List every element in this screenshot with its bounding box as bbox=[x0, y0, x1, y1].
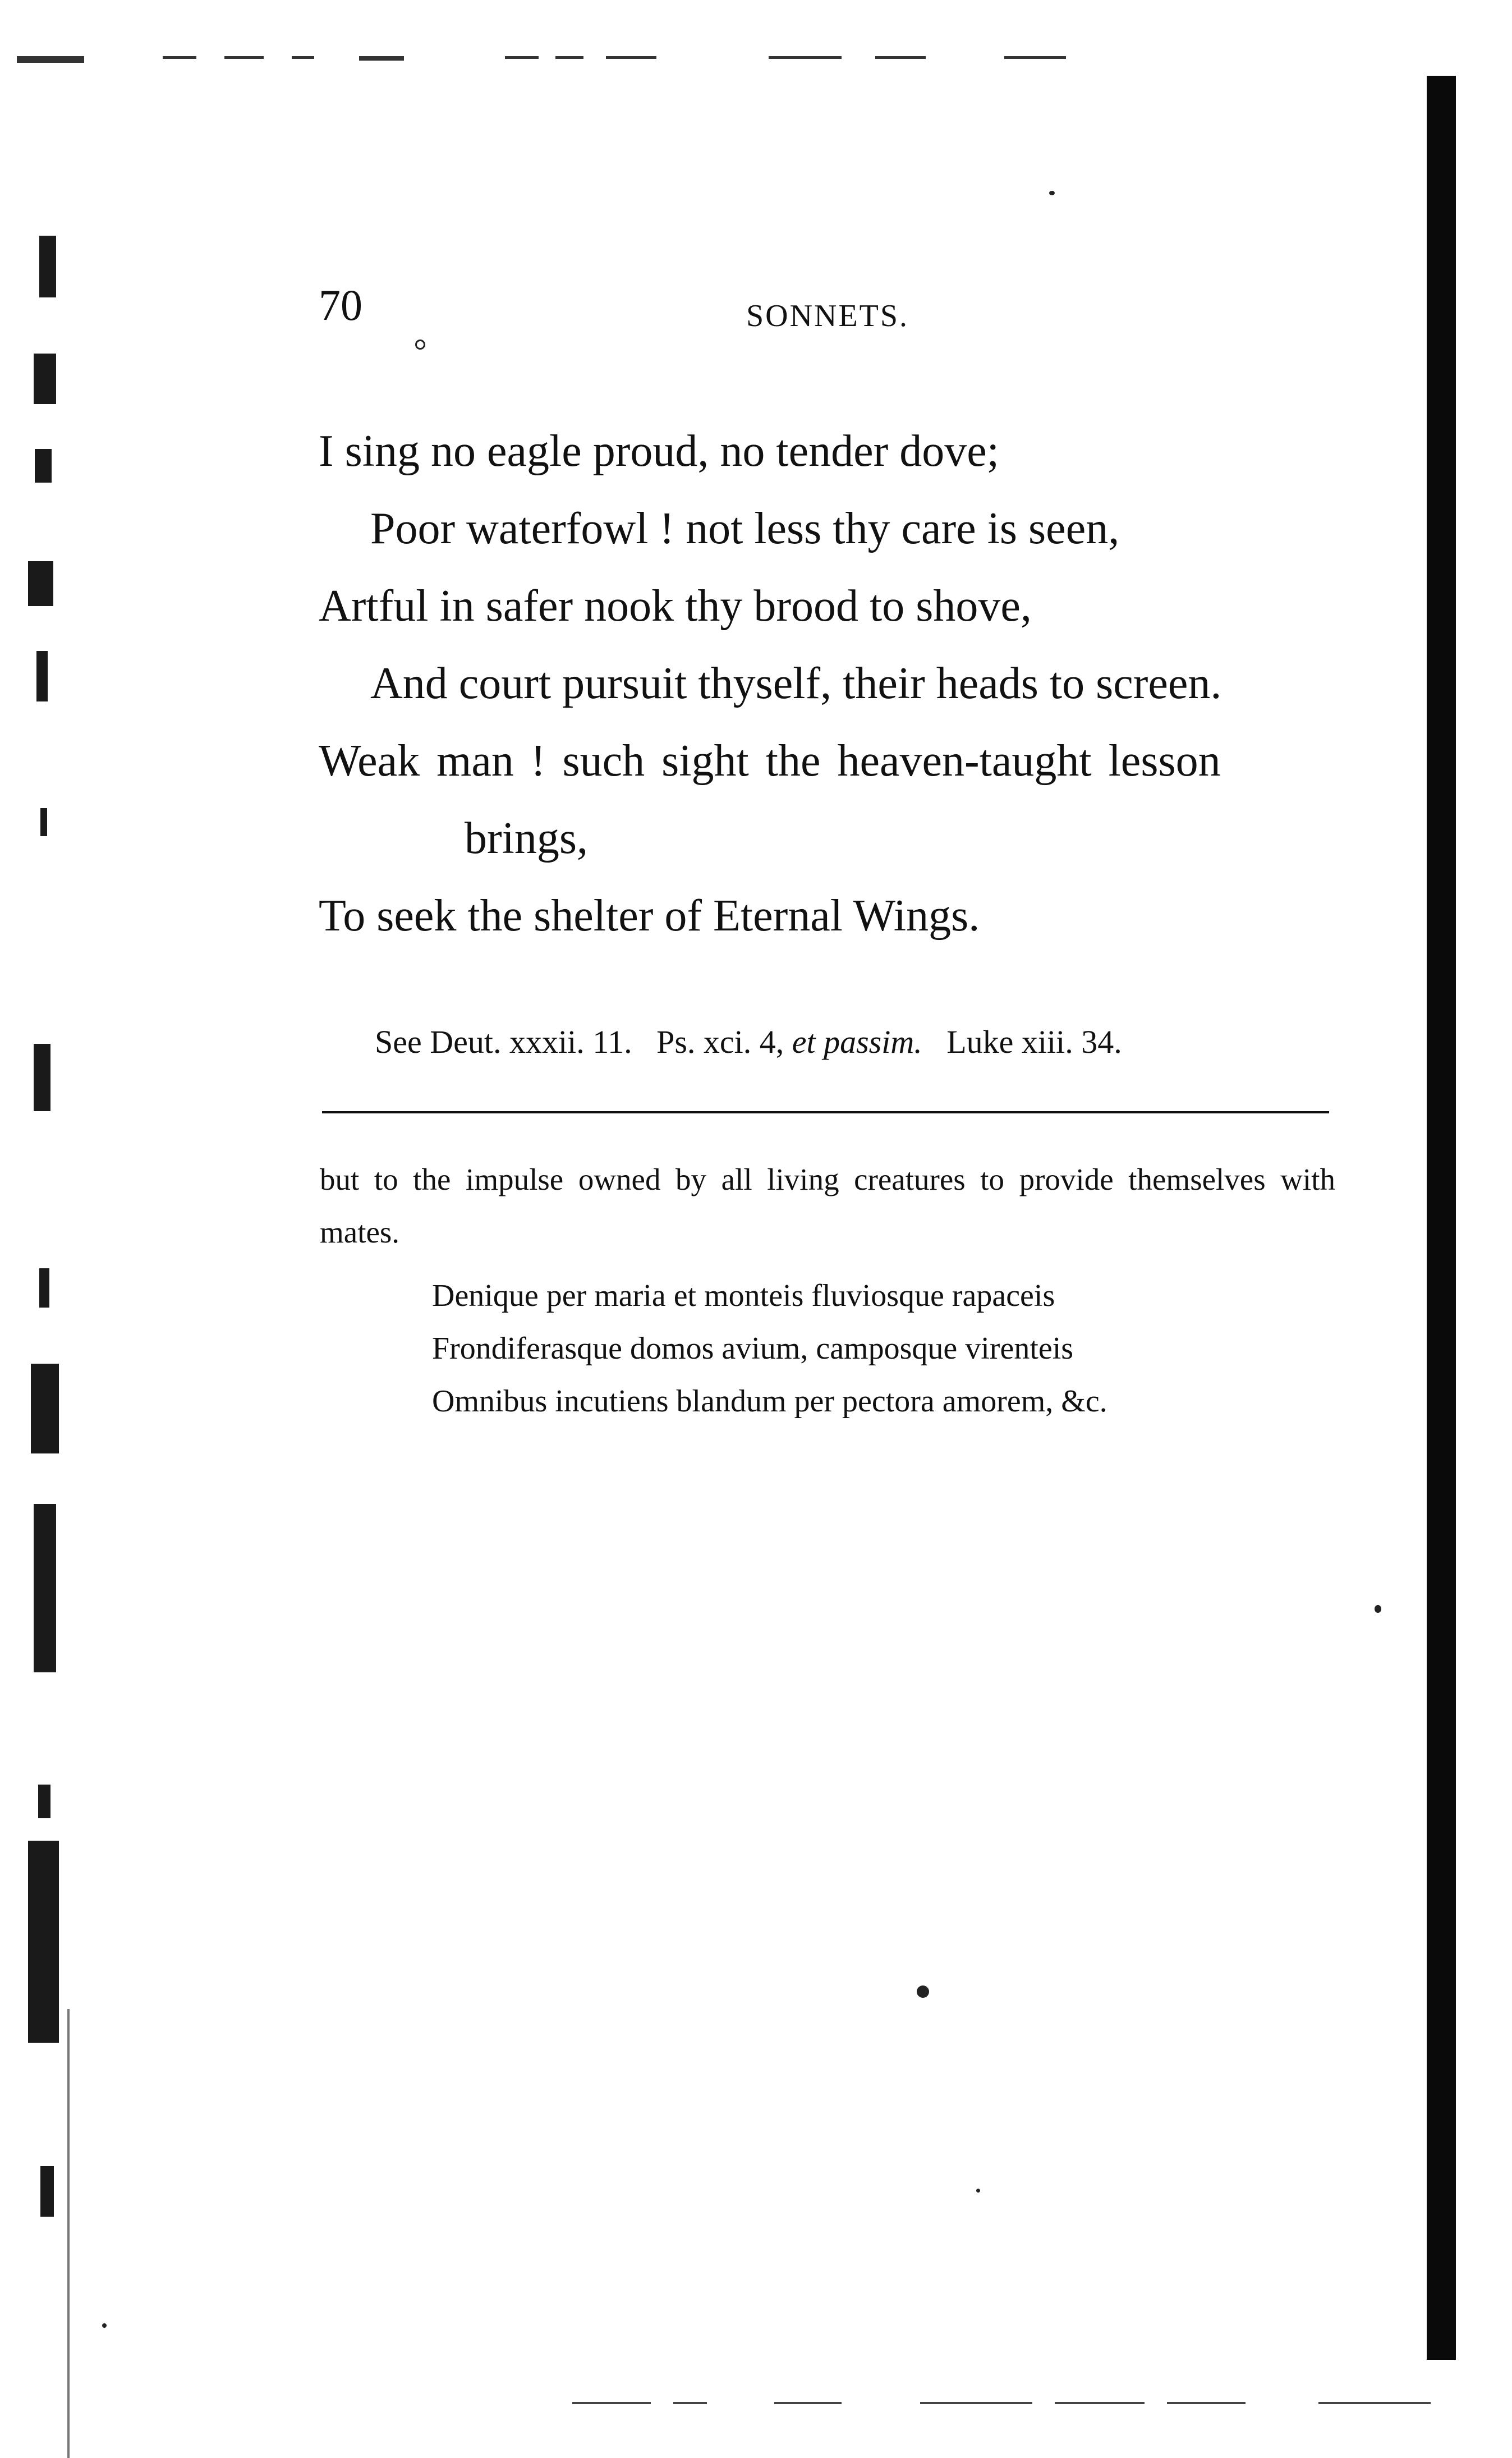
poem-line: Poor waterfowl ! not less thy care is seen, bbox=[370, 504, 1120, 553]
ink-speck bbox=[917, 1985, 929, 1998]
reference-italic: et passim. bbox=[792, 1024, 922, 1060]
scan-top-noise bbox=[0, 56, 1122, 64]
reference-text: Luke xiii. 34. bbox=[930, 1024, 1122, 1060]
poem-line: To seek the shelter of Eternal Wings. bbox=[319, 891, 980, 941]
scripture-reference bbox=[375, 1026, 1122, 1058]
sonnet-body bbox=[319, 412, 1357, 955]
poem-line: Weak man ! such sight the heaven-taught lesson bbox=[319, 736, 1221, 786]
quotation-line: Frondiferasque domos avium, camposque virenteis bbox=[432, 1331, 1074, 1366]
poem-line: And court pursuit thyself, their heads to screen. bbox=[370, 659, 1222, 708]
footnote-divider bbox=[322, 1111, 1329, 1113]
ink-speck bbox=[102, 2323, 107, 2328]
running-title: SONNETS. bbox=[746, 299, 909, 333]
ink-speck bbox=[415, 340, 425, 350]
poem-line: Artful in safer nook thy brood to shove, bbox=[319, 581, 1032, 631]
quotation-line: Denique per maria et monteis fluviosque rapaceis bbox=[432, 1278, 1055, 1313]
latin-quotation bbox=[432, 1269, 1107, 1428]
scan-edge-bar bbox=[1427, 76, 1456, 2360]
ink-speck bbox=[976, 2189, 980, 2193]
scan-bottom-noise bbox=[561, 2402, 1459, 2410]
quotation-line: Omnibus incutiens blandum per pectora amorem, &c. bbox=[432, 1384, 1107, 1419]
reference-text: See Deut. xxxii. 11. Ps. xci. 4, bbox=[375, 1024, 784, 1060]
poem-line: brings, bbox=[465, 814, 588, 863]
scan-left-edge bbox=[0, 213, 79, 2402]
footnote-text: but to the impulse owned by all living creatures to provide themselves with mates. bbox=[320, 1162, 1335, 1249]
poem-line: I sing no eagle proud, no tender dove; bbox=[319, 427, 1000, 476]
page-number: 70 bbox=[319, 281, 362, 329]
ink-speck bbox=[1375, 1605, 1381, 1613]
ink-speck bbox=[1049, 191, 1055, 195]
